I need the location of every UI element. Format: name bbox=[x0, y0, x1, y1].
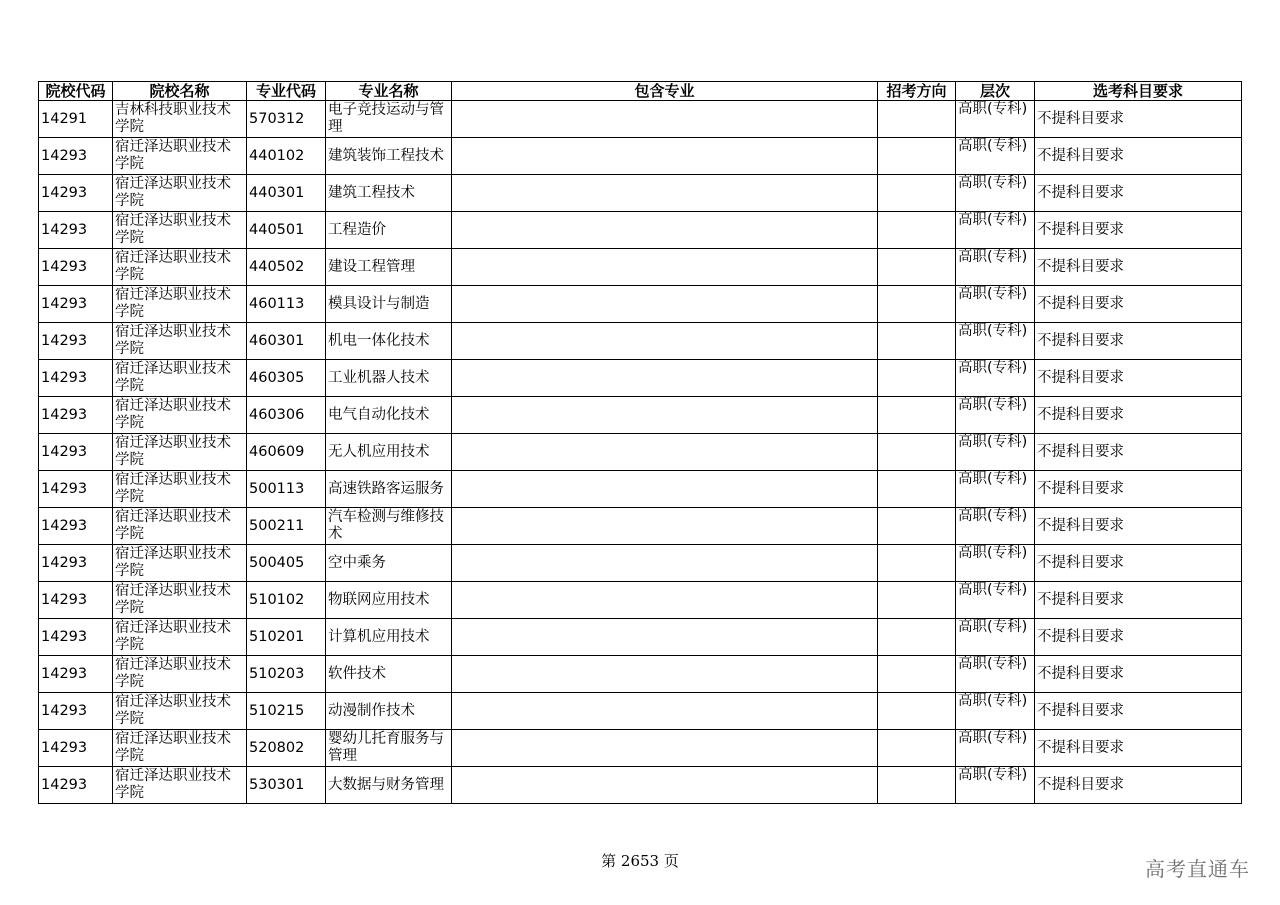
cell-level: 高职(专科) bbox=[956, 471, 1035, 508]
cell-included-majors bbox=[452, 249, 878, 286]
cell-major-name: 工程造价 bbox=[326, 212, 452, 249]
table-row bbox=[39, 582, 1242, 619]
table-row bbox=[39, 175, 1242, 212]
cell-direction bbox=[878, 656, 956, 693]
header-row bbox=[39, 82, 1242, 101]
cell-level: 高职(专科) bbox=[956, 508, 1035, 545]
cell-direction bbox=[878, 693, 956, 730]
cell-major-code: 530301 bbox=[247, 767, 326, 804]
cell-included-majors bbox=[452, 286, 878, 323]
cell-included-majors bbox=[452, 397, 878, 434]
cell-major-name: 计算机应用技术 bbox=[326, 619, 452, 656]
cell-major-code: 440501 bbox=[247, 212, 326, 249]
cell-level: 高职(专科) bbox=[956, 212, 1035, 249]
cell-school-code: 14293 bbox=[39, 434, 113, 471]
watermark-logo-text: 高考直通车 bbox=[1145, 857, 1250, 881]
cell-direction bbox=[878, 619, 956, 656]
cell-direction bbox=[878, 323, 956, 360]
table-row bbox=[39, 249, 1242, 286]
cell-major-name: 无人机应用技术 bbox=[326, 434, 452, 471]
cell-level: 高职(专科) bbox=[956, 693, 1035, 730]
cell-major-code: 460301 bbox=[247, 323, 326, 360]
cell-included-majors bbox=[452, 434, 878, 471]
cell-major-name: 机电一体化技术 bbox=[326, 323, 452, 360]
cell-level: 高职(专科) bbox=[956, 249, 1035, 286]
cell-direction bbox=[878, 286, 956, 323]
cell-subject-requirement: 不提科目要求 bbox=[1035, 101, 1242, 138]
cell-included-majors bbox=[452, 582, 878, 619]
cell-included-majors bbox=[452, 360, 878, 397]
table-row bbox=[39, 138, 1242, 175]
cell-school-code: 14293 bbox=[39, 175, 113, 212]
cell-school-code: 14293 bbox=[39, 138, 113, 175]
cell-subject-requirement: 不提科目要求 bbox=[1035, 693, 1242, 730]
cell-direction bbox=[878, 434, 956, 471]
header-school-name: 院校名称 bbox=[113, 82, 247, 101]
cell-school-name: 宿迁泽达职业技术学院 bbox=[113, 175, 247, 212]
cell-school-code: 14293 bbox=[39, 397, 113, 434]
cell-level: 高职(专科) bbox=[956, 101, 1035, 138]
cell-school-code: 14293 bbox=[39, 471, 113, 508]
cell-subject-requirement: 不提科目要求 bbox=[1035, 730, 1242, 767]
cell-major-code: 500405 bbox=[247, 545, 326, 582]
cell-school-code: 14293 bbox=[39, 619, 113, 656]
cell-school-name: 宿迁泽达职业技术学院 bbox=[113, 730, 247, 767]
cell-school-code: 14293 bbox=[39, 286, 113, 323]
cell-major-code: 460113 bbox=[247, 286, 326, 323]
cell-school-code: 14293 bbox=[39, 249, 113, 286]
cell-level: 高职(专科) bbox=[956, 175, 1035, 212]
cell-subject-requirement: 不提科目要求 bbox=[1035, 212, 1242, 249]
table-row bbox=[39, 619, 1242, 656]
header-school-code: 院校代码 bbox=[39, 82, 113, 101]
cell-school-code: 14293 bbox=[39, 323, 113, 360]
cell-major-code: 510203 bbox=[247, 656, 326, 693]
table-row bbox=[39, 434, 1242, 471]
cell-included-majors bbox=[452, 212, 878, 249]
cell-major-code: 510201 bbox=[247, 619, 326, 656]
table-body bbox=[39, 101, 1242, 804]
cell-subject-requirement: 不提科目要求 bbox=[1035, 175, 1242, 212]
cell-major-code: 440102 bbox=[247, 138, 326, 175]
cell-school-name: 宿迁泽达职业技术学院 bbox=[113, 545, 247, 582]
cell-level: 高职(专科) bbox=[956, 582, 1035, 619]
cell-included-majors bbox=[452, 767, 878, 804]
cell-level: 高职(专科) bbox=[956, 656, 1035, 693]
cell-major-name: 建设工程管理 bbox=[326, 249, 452, 286]
admissions-table-container bbox=[38, 81, 1241, 804]
cell-school-name: 宿迁泽达职业技术学院 bbox=[113, 360, 247, 397]
cell-school-code: 14293 bbox=[39, 693, 113, 730]
cell-school-code: 14293 bbox=[39, 582, 113, 619]
cell-direction bbox=[878, 397, 956, 434]
cell-major-name: 建筑装饰工程技术 bbox=[326, 138, 452, 175]
cell-included-majors bbox=[452, 508, 878, 545]
cell-major-name: 物联网应用技术 bbox=[326, 582, 452, 619]
cell-level: 高职(专科) bbox=[956, 397, 1035, 434]
cell-level: 高职(专科) bbox=[956, 730, 1035, 767]
header-major-name: 专业名称 bbox=[326, 82, 452, 101]
cell-major-code: 520802 bbox=[247, 730, 326, 767]
cell-subject-requirement: 不提科目要求 bbox=[1035, 286, 1242, 323]
cell-included-majors bbox=[452, 175, 878, 212]
cell-major-name: 空中乘务 bbox=[326, 545, 452, 582]
cell-subject-requirement: 不提科目要求 bbox=[1035, 619, 1242, 656]
cell-school-code: 14293 bbox=[39, 508, 113, 545]
cell-direction bbox=[878, 249, 956, 286]
cell-direction bbox=[878, 138, 956, 175]
cell-major-code: 440502 bbox=[247, 249, 326, 286]
cell-school-code: 14293 bbox=[39, 212, 113, 249]
cell-included-majors bbox=[452, 545, 878, 582]
table-row bbox=[39, 360, 1242, 397]
cell-subject-requirement: 不提科目要求 bbox=[1035, 582, 1242, 619]
cell-level: 高职(专科) bbox=[956, 767, 1035, 804]
cell-direction bbox=[878, 360, 956, 397]
cell-level: 高职(专科) bbox=[956, 138, 1035, 175]
cell-school-code: 14293 bbox=[39, 360, 113, 397]
header-included-majors: 包含专业 bbox=[452, 82, 878, 101]
cell-direction bbox=[878, 508, 956, 545]
cell-subject-requirement: 不提科目要求 bbox=[1035, 508, 1242, 545]
cell-included-majors bbox=[452, 693, 878, 730]
cell-subject-requirement: 不提科目要求 bbox=[1035, 360, 1242, 397]
cell-included-majors bbox=[452, 323, 878, 360]
cell-major-code: 440301 bbox=[247, 175, 326, 212]
header-level: 层次 bbox=[956, 82, 1035, 101]
cell-major-code: 500113 bbox=[247, 471, 326, 508]
cell-major-name: 电气自动化技术 bbox=[326, 397, 452, 434]
cell-major-name: 汽车检测与维修技术 bbox=[326, 508, 452, 545]
cell-school-name: 宿迁泽达职业技术学院 bbox=[113, 249, 247, 286]
cell-major-name: 高速铁路客运服务 bbox=[326, 471, 452, 508]
cell-subject-requirement: 不提科目要求 bbox=[1035, 249, 1242, 286]
table-row bbox=[39, 693, 1242, 730]
page-number: 第 2653 页 bbox=[601, 852, 679, 870]
cell-subject-requirement: 不提科目要求 bbox=[1035, 138, 1242, 175]
cell-direction bbox=[878, 545, 956, 582]
cell-school-code: 14293 bbox=[39, 545, 113, 582]
cell-school-name: 宿迁泽达职业技术学院 bbox=[113, 656, 247, 693]
cell-level: 高职(专科) bbox=[956, 286, 1035, 323]
cell-major-name: 大数据与财务管理 bbox=[326, 767, 452, 804]
cell-subject-requirement: 不提科目要求 bbox=[1035, 471, 1242, 508]
table-row bbox=[39, 767, 1242, 804]
cell-direction bbox=[878, 730, 956, 767]
cell-included-majors bbox=[452, 471, 878, 508]
cell-level: 高职(专科) bbox=[956, 619, 1035, 656]
table-row bbox=[39, 323, 1242, 360]
cell-school-name: 宿迁泽达职业技术学院 bbox=[113, 397, 247, 434]
cell-school-name: 宿迁泽达职业技术学院 bbox=[113, 323, 247, 360]
cell-major-name: 电子竞技运动与管理 bbox=[326, 101, 452, 138]
cell-direction bbox=[878, 212, 956, 249]
cell-school-name: 宿迁泽达职业技术学院 bbox=[113, 286, 247, 323]
cell-school-name: 吉林科技职业技术学院 bbox=[113, 101, 247, 138]
cell-level: 高职(专科) bbox=[956, 434, 1035, 471]
cell-school-name: 宿迁泽达职业技术学院 bbox=[113, 138, 247, 175]
table-row bbox=[39, 545, 1242, 582]
table-row bbox=[39, 212, 1242, 249]
cell-subject-requirement: 不提科目要求 bbox=[1035, 323, 1242, 360]
cell-level: 高职(专科) bbox=[956, 323, 1035, 360]
cell-major-code: 510215 bbox=[247, 693, 326, 730]
cell-major-name: 婴幼儿托育服务与管理 bbox=[326, 730, 452, 767]
table-row bbox=[39, 101, 1242, 138]
cell-included-majors bbox=[452, 619, 878, 656]
cell-direction bbox=[878, 582, 956, 619]
table-header bbox=[39, 82, 1242, 101]
cell-major-name: 工业机器人技术 bbox=[326, 360, 452, 397]
header-major-code: 专业代码 bbox=[247, 82, 326, 101]
table-row bbox=[39, 656, 1242, 693]
table-row bbox=[39, 286, 1242, 323]
cell-included-majors bbox=[452, 656, 878, 693]
cell-school-name: 宿迁泽达职业技术学院 bbox=[113, 508, 247, 545]
cell-school-code: 14291 bbox=[39, 101, 113, 138]
admissions-table bbox=[38, 81, 1242, 804]
cell-school-name: 宿迁泽达职业技术学院 bbox=[113, 434, 247, 471]
cell-subject-requirement: 不提科目要求 bbox=[1035, 656, 1242, 693]
table-row bbox=[39, 508, 1242, 545]
table-row bbox=[39, 730, 1242, 767]
table-row bbox=[39, 397, 1242, 434]
header-direction: 招考方向 bbox=[878, 82, 956, 101]
cell-subject-requirement: 不提科目要求 bbox=[1035, 397, 1242, 434]
cell-direction bbox=[878, 471, 956, 508]
cell-major-name: 软件技术 bbox=[326, 656, 452, 693]
cell-major-code: 460305 bbox=[247, 360, 326, 397]
cell-direction bbox=[878, 101, 956, 138]
cell-level: 高职(专科) bbox=[956, 545, 1035, 582]
cell-subject-requirement: 不提科目要求 bbox=[1035, 434, 1242, 471]
cell-school-name: 宿迁泽达职业技术学院 bbox=[113, 471, 247, 508]
cell-direction bbox=[878, 175, 956, 212]
cell-school-code: 14293 bbox=[39, 730, 113, 767]
cell-school-code: 14293 bbox=[39, 656, 113, 693]
cell-school-name: 宿迁泽达职业技术学院 bbox=[113, 582, 247, 619]
cell-school-name: 宿迁泽达职业技术学院 bbox=[113, 619, 247, 656]
cell-level: 高职(专科) bbox=[956, 360, 1035, 397]
cell-included-majors bbox=[452, 730, 878, 767]
cell-school-name: 宿迁泽达职业技术学院 bbox=[113, 767, 247, 804]
cell-major-name: 建筑工程技术 bbox=[326, 175, 452, 212]
cell-school-name: 宿迁泽达职业技术学院 bbox=[113, 693, 247, 730]
cell-major-code: 510102 bbox=[247, 582, 326, 619]
cell-major-code: 460609 bbox=[247, 434, 326, 471]
cell-subject-requirement: 不提科目要求 bbox=[1035, 767, 1242, 804]
cell-subject-requirement: 不提科目要求 bbox=[1035, 545, 1242, 582]
cell-school-name: 宿迁泽达职业技术学院 bbox=[113, 212, 247, 249]
header-subject-requirement: 选考科目要求 bbox=[1035, 82, 1242, 101]
cell-included-majors bbox=[452, 138, 878, 175]
cell-direction bbox=[878, 767, 956, 804]
table-row bbox=[39, 471, 1242, 508]
cell-included-majors bbox=[452, 101, 878, 138]
cell-major-code: 500211 bbox=[247, 508, 326, 545]
cell-major-name: 模具设计与制造 bbox=[326, 286, 452, 323]
cell-major-name: 动漫制作技术 bbox=[326, 693, 452, 730]
cell-major-code: 460306 bbox=[247, 397, 326, 434]
cell-school-code: 14293 bbox=[39, 767, 113, 804]
cell-major-code: 570312 bbox=[247, 101, 326, 138]
